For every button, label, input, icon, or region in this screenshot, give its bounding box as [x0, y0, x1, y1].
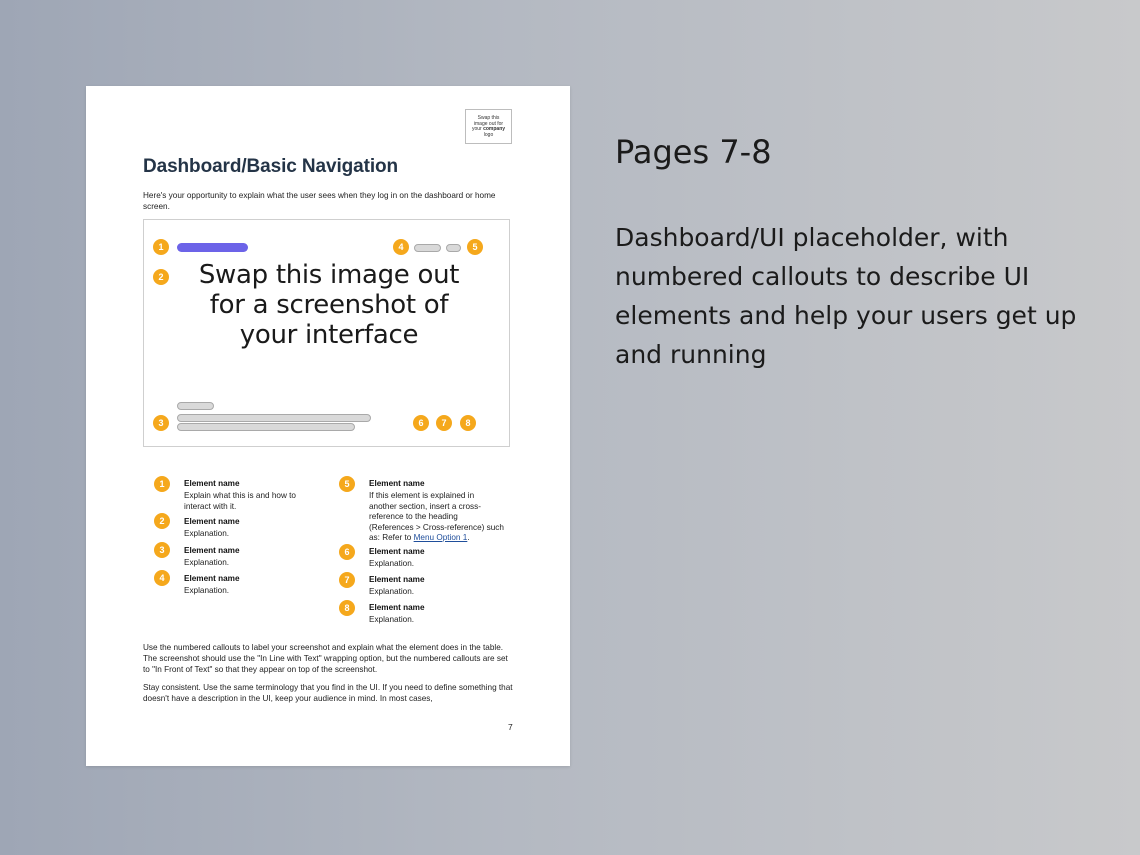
element-entry-5: [369, 479, 504, 543]
page-title: Dashboard/Basic Navigation: [143, 156, 399, 177]
logo-text: image out for: [473, 120, 504, 127]
ui-placeholder-bar: [446, 244, 461, 252]
element-entry-4: [184, 574, 319, 597]
element-name: Element name: [369, 547, 425, 556]
element-desc: Explanation.: [184, 558, 230, 568]
element-entry-7: [369, 575, 504, 598]
element-callout-5: 5: [339, 476, 355, 492]
element-desc: Explanation.: [184, 586, 230, 596]
element-desc: Explain what this is and how to interact with it.: [184, 491, 296, 511]
element-name: Element name: [369, 575, 425, 584]
element-entry-2: [184, 517, 319, 540]
element-callout-8: 8: [339, 600, 355, 616]
body-paragraph-2: Stay consistent. Use the same terminology that you find in the UI. If you need to define something that doesn't have a description in the UI, keep your audience in mind. In most cases,: [143, 683, 513, 703]
pages-heading: Pages 7-8: [615, 133, 772, 171]
element-name: Element name: [184, 479, 240, 488]
callout-2: 2: [153, 269, 169, 285]
pages-description: Dashboard/UI placeholder, with numbered callouts to describe UI elements and help your users get up and running: [615, 223, 1077, 369]
element-desc-end: .: [467, 533, 470, 543]
callout-4: 4: [393, 239, 409, 255]
logo-text: Swap this: [477, 115, 500, 121]
page-number: 7: [508, 722, 513, 732]
element-desc: Explanation.: [369, 587, 415, 597]
swap-image-text: Swap this image out for a screenshot of your interface: [198, 260, 460, 350]
element-name: Element name: [369, 479, 425, 488]
callout-1: 1: [153, 239, 169, 255]
callout-7: 7: [436, 415, 452, 431]
element-desc: Explanation.: [369, 559, 415, 569]
ui-placeholder-bar: [177, 423, 355, 431]
logo-text-bold: company: [483, 126, 506, 133]
accent-bar: [177, 243, 248, 252]
element-callout-3: 3: [154, 542, 170, 558]
element-desc: [369, 491, 504, 543]
document-page: [86, 86, 570, 766]
logo-text: your: [471, 126, 482, 133]
element-callout-7: 7: [339, 572, 355, 588]
element-entry-3: [184, 546, 319, 569]
element-callout-6: 6: [339, 544, 355, 560]
element-callout-1: 1: [154, 476, 170, 492]
callout-6: 6: [413, 415, 429, 431]
screenshot-placeholder: [143, 219, 510, 447]
element-desc: Explanation.: [369, 615, 415, 625]
intro-text: Here's your opportunity to explain what the user sees when they log in on the dashboard or home screen.: [143, 191, 496, 211]
element-callout-4: 4: [154, 570, 170, 586]
element-name: Element name: [184, 574, 240, 583]
element-desc: Explanation.: [184, 529, 230, 539]
callout-3: 3: [153, 415, 169, 431]
element-name: Element name: [184, 546, 240, 555]
company-logo-placeholder: [465, 109, 512, 144]
callout-5: 5: [467, 239, 483, 255]
ui-placeholder-bar: [177, 414, 371, 422]
element-entry-6: [369, 547, 504, 570]
element-entry-8: [369, 603, 504, 626]
ui-placeholder-bar: [177, 402, 214, 410]
element-entry-1: [184, 479, 319, 512]
element-desc-text: If this element is explained in another section, insert a cross-reference to the heading (References > Cross-reference) such as: Refer to: [369, 491, 504, 543]
element-name: Element name: [184, 517, 240, 526]
element-callout-2: 2: [154, 513, 170, 529]
logo-text: logo: [483, 131, 494, 138]
callout-8: 8: [460, 415, 476, 431]
element-name: Element name: [369, 603, 425, 612]
menu-option-link[interactable]: Menu Option 1: [413, 533, 468, 543]
ui-placeholder-bar: [414, 244, 441, 252]
body-paragraph-1: Use the numbered callouts to label your screenshot and explain what the element does in the table. The screenshot should use the "In Line with Text" wrapping option, but the numbered callouts are set to "In Front of Text" so that they appear on top of the screenshot.: [143, 643, 508, 674]
